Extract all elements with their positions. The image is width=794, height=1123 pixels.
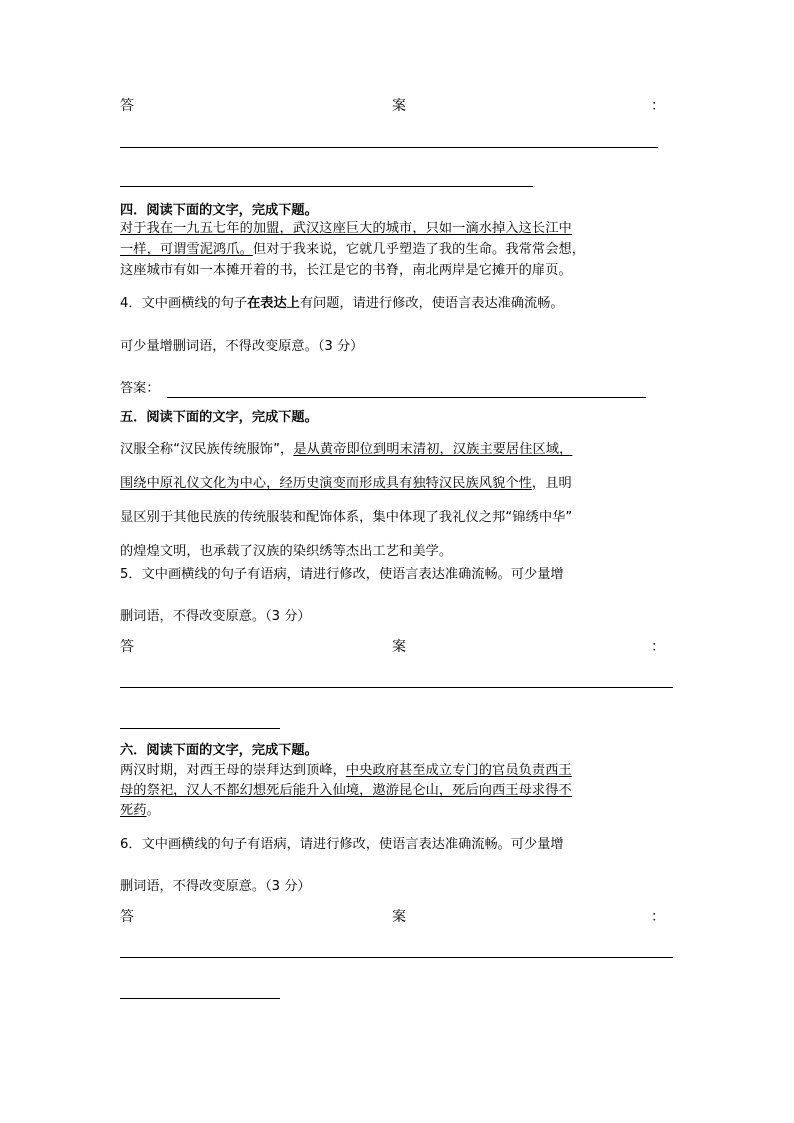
answer-line[interactable] — [167, 397, 646, 398]
underlined-sentence: 对于我在一九五七年的加盟，武汉这座巨大的城市，只如一滴水掉入这长江中 — [120, 221, 572, 236]
passage-line — [120, 218, 585, 239]
answer-label-char-1: 答 — [120, 639, 134, 655]
section-4-passage — [120, 218, 585, 281]
answer-label-char-2: 案 — [392, 909, 406, 925]
underlined-sentence: 母的祭祀，汉人不都幻想死后能升入仙境，遨游昆仑山，死后向西王母求得不 — [120, 783, 572, 798]
answer-line-short[interactable] — [120, 998, 280, 999]
section-5-heading: 五．阅读下面的文字，完成下题。 — [120, 410, 318, 425]
answer-line[interactable] — [120, 147, 658, 148]
passage-line: 汉服全称“汉民族传统服饰”，是从黄帝即位到明末清初，汉族主要居住区域， — [120, 442, 573, 457]
question-6-note: 删词语，不得改变原意。（3 分） — [120, 879, 311, 894]
question-5: 5．文中画横线的句子有语病，请进行修改，使语言表达准确流畅。可少量增 — [120, 567, 564, 582]
answer-label-char-2: 案 — [392, 98, 406, 114]
passage-line — [120, 781, 572, 801]
answer-line[interactable] — [120, 687, 673, 688]
passage-line: 一样，可谓雪泥鸿爪。但对于我来说，它就几乎塑造了我的生命。我常常会想， — [120, 242, 586, 257]
answer-label-char-1: 答 — [120, 98, 134, 114]
answer-line[interactable] — [120, 957, 673, 958]
section-4-heading: 四．阅读下面的文字，完成下题。 — [120, 203, 318, 218]
section-5-passage — [120, 433, 572, 569]
section-6-passage — [120, 761, 572, 821]
question-4-note: 可少量增删词语，不得改变原意。（3 分） — [120, 339, 364, 354]
passage-line: 显区别于其他民族的传统服装和配饰体系，集中体现了我礼仪之邦“锦绣中华” — [120, 510, 573, 525]
question-6: 6．文中画横线的句子有语病，请进行修改，使语言表达准确流畅。可少量增 — [120, 837, 564, 852]
answer-label-colon: ： — [651, 639, 665, 655]
passage-line: 死药。 — [120, 803, 160, 818]
underlined-sentence: 死药 — [120, 803, 147, 818]
passage-line: 的煌煌文明，也承载了汉族的染织绣等杰出工艺和美学。 — [120, 544, 453, 559]
underlined-sentence: 一样，可谓雪泥鸿爪。 — [120, 242, 253, 257]
passage-line: 围绕中原礼仪文化为中心，经历史演变而形成具有独特汉民族风貌个性，且明 — [120, 476, 572, 491]
answer-label-colon: ： — [651, 98, 665, 114]
passage-line: 两汉时期，对西王母的崇拜达到顶峰，中央政府甚至成立专门的官员负责西王 — [120, 763, 572, 778]
question-5-note: 删词语，不得改变原意。（3 分） — [120, 609, 311, 624]
underlined-sentence: 中央政府甚至成立专门的官员负责西王 — [345, 763, 572, 778]
passage-line: 这座城市有如一本摊开着的书，长江是它的书脊，南北两岸是它摊开的扉页。 — [120, 263, 572, 278]
answer-line-short[interactable] — [120, 728, 280, 729]
underlined-sentence: 是从黄帝即位到明末清初，汉族主要居住区域， — [293, 442, 573, 457]
answer-label-char-2: 案 — [392, 639, 406, 655]
section-6-heading: 六．阅读下面的文字，完成下题。 — [120, 743, 318, 758]
answer-label-char-1: 答 — [120, 909, 134, 925]
question-4: 4．文中画横线的句子在表达上有问题，请进行修改，使语言表达准确流畅。 — [120, 296, 564, 311]
answer-label-colon: ： — [651, 909, 665, 925]
underlined-sentence: 围绕中原礼仪文化为中心，经历史演变而形成具有独特汉民族风貌个性 — [120, 476, 532, 491]
answer-line-short[interactable] — [120, 186, 533, 187]
answer-label-inline: 答案： — [120, 381, 160, 396]
